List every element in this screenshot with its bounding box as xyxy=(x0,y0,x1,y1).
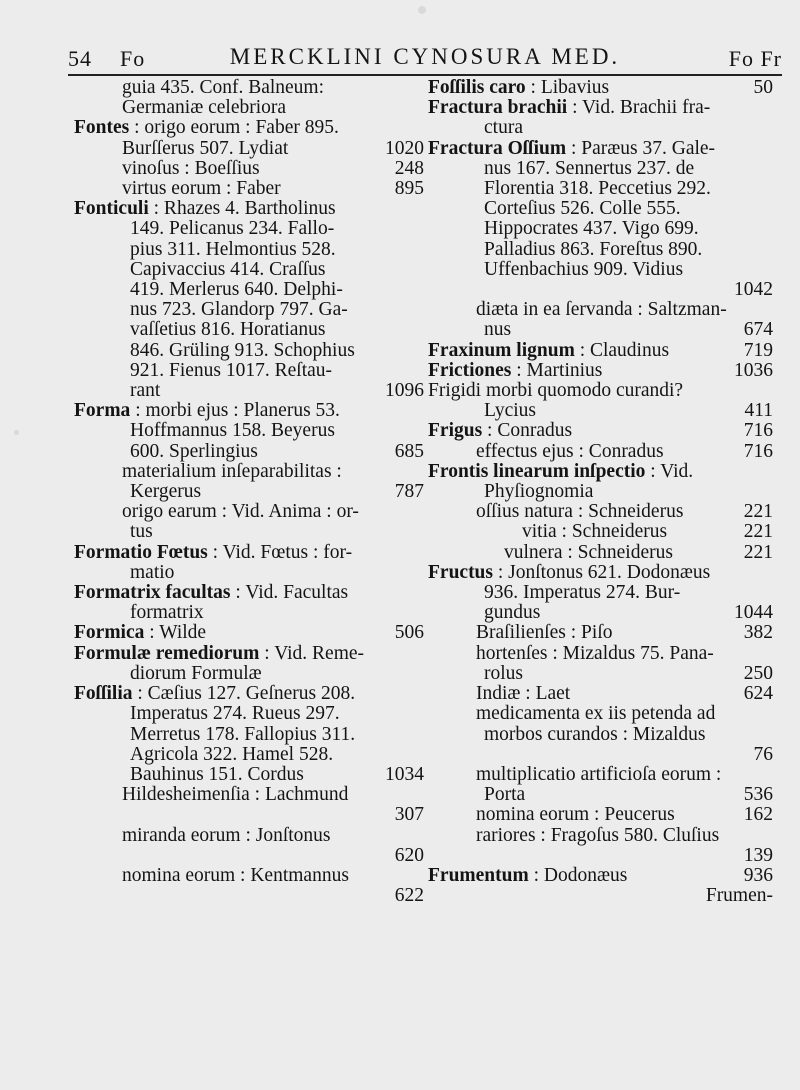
headword: Frictiones xyxy=(428,359,517,381)
entry-line: Fractura Oſſium : Paræus 37. Gale- xyxy=(428,137,716,159)
index-entry-frigidi xyxy=(428,381,773,421)
headword: Formatrix facultas xyxy=(74,582,236,604)
page-reference: 624 xyxy=(743,683,773,705)
page-reference: 685 xyxy=(394,440,424,462)
entry-line: miranda eorum : Jonſtonus xyxy=(122,824,331,846)
page-reference: 719 xyxy=(743,339,773,361)
entry-line: diorum Formulæ xyxy=(130,662,262,684)
entry-line xyxy=(428,522,773,542)
entry-line: medicamenta ex iis petenda ad xyxy=(476,703,716,725)
entry-line xyxy=(428,866,773,886)
catchword: Frumen- xyxy=(705,885,773,907)
entry-line: Forma : morbi ejus : Planerus 53. xyxy=(74,400,340,422)
entry-line: 846. Grüling 913. Schophius xyxy=(130,339,355,361)
entry-line xyxy=(428,623,773,643)
page-number: 54 xyxy=(68,46,92,71)
headword: Frontis linearum inſpectio xyxy=(428,460,651,482)
headword: Frumentum xyxy=(428,864,534,886)
entry-line: Capivaccius 414. Craſſus xyxy=(130,258,326,280)
page-reference: 1020 xyxy=(385,137,424,159)
entry-line xyxy=(428,543,773,563)
entry-text: vulnera : Schneiderus xyxy=(504,541,673,563)
right-guide-word: Fo Fr xyxy=(728,46,782,71)
entry-line xyxy=(428,421,773,441)
page-reference: 1044 xyxy=(734,602,773,624)
entry-line: Agricola 322. Hamel 528. xyxy=(130,743,334,765)
entry-line: Germaniæ celebriora xyxy=(122,97,287,119)
entry-line: 622 xyxy=(394,885,424,907)
entry-line: Uffenbachius 909. Vidius xyxy=(484,258,684,280)
entry-line: Formulæ remediorum : Vid. Reme- xyxy=(74,642,365,664)
headword: Formatio Fœtus xyxy=(74,541,213,563)
page-reference: 50 xyxy=(753,77,773,98)
entry-line: Merretus 178. Fallopius 311. xyxy=(130,723,356,745)
entry-line xyxy=(428,805,773,825)
entry-line: morbos curandos : Mizaldus xyxy=(484,723,706,745)
entry-line: Formatrix facultas : Vid. Facultas xyxy=(74,582,349,604)
entry-text: Frigus : Conradus xyxy=(428,420,573,442)
entry-line: 139 xyxy=(743,844,773,866)
entry-text: vinoſus : Boeſſius xyxy=(122,157,260,179)
left-column xyxy=(74,78,424,906)
entry-text: Burſſerus 507. Lydiat xyxy=(122,137,289,159)
header-rule xyxy=(68,74,782,76)
index-entry-formatrix xyxy=(74,583,424,623)
entry-text: 600. Sperlingius xyxy=(130,440,258,462)
page-reference: 895 xyxy=(394,178,424,200)
ink-speck xyxy=(14,430,19,435)
entry-text: rant xyxy=(130,380,161,402)
entry-line xyxy=(74,139,424,159)
entry-line xyxy=(428,785,773,805)
headword: Fractura brachii xyxy=(428,97,573,119)
entry-line: diæta in ea ſervanda : Saltzman- xyxy=(476,299,727,321)
entry-line xyxy=(74,442,424,462)
entry-line: materialium inſeparabilitas : xyxy=(122,460,342,482)
index-entry-forma xyxy=(74,401,424,542)
entry-line: 1042 xyxy=(734,279,773,301)
entry-line: Palladius 863. Foreſtus 890. xyxy=(484,238,703,260)
entry-line xyxy=(74,381,424,401)
entry-text: effectus ejus : Conradus xyxy=(476,440,664,462)
entry-line: hortenſes : Mizaldus 75. Pana- xyxy=(476,642,714,664)
page-reference: 716 xyxy=(743,440,773,462)
page-reference: 250 xyxy=(743,662,773,684)
page-reference: 1096 xyxy=(385,380,424,402)
entry-line: vaſſetius 816. Horatianus xyxy=(130,319,326,341)
entry-text: nomina eorum : Peucerus xyxy=(476,804,675,826)
entry-line: matio xyxy=(130,561,175,583)
entry-text: virtus eorum : Faber xyxy=(122,178,281,200)
index-entry-formulae xyxy=(74,644,424,684)
headword: Fructus xyxy=(428,561,498,583)
entry-text: Braſilienſes : Piſo xyxy=(476,622,613,644)
index-entry-fraxinum xyxy=(428,341,773,361)
page-reference: 221 xyxy=(743,541,773,563)
page-reference: 382 xyxy=(743,622,773,644)
index-entry-fonticuli xyxy=(74,199,424,401)
entry-text: Foſſilis caro : Libavius xyxy=(428,77,610,98)
index-entry-fossilia xyxy=(74,684,424,906)
entry-line: 419. Merlerus 640. Delphi- xyxy=(130,279,343,301)
entry-text: Bauhinus 151. Cordus xyxy=(130,763,304,785)
entry-line: 76 xyxy=(753,743,773,765)
entry-text: Frictiones : Martinius xyxy=(428,359,603,381)
page-reference: 936 xyxy=(743,864,773,886)
entry-line: 936. Imperatus 274. Bur- xyxy=(484,582,681,604)
entry-text: vitia : Schneiderus xyxy=(522,521,668,543)
headword: Formulæ remediorum xyxy=(74,642,265,664)
entry-line: Foſſilia : Cæſius 127. Geſnerus 208. xyxy=(74,683,356,705)
page-reference: 162 xyxy=(743,804,773,826)
index-entry-frigus xyxy=(428,421,773,461)
index-entry-fontes xyxy=(74,118,424,199)
entry-line: 149. Pelicanus 234. Fallo- xyxy=(130,218,335,240)
page-reference: 716 xyxy=(743,420,773,442)
entry-line: Fractura brachii : Vid. Brachii fra- xyxy=(428,97,711,119)
entry-line: Florentia 318. Peccetius 292. xyxy=(484,178,711,200)
entry-line xyxy=(428,684,773,704)
headword: Formica xyxy=(74,622,150,644)
entry-text: gundus xyxy=(484,602,541,624)
right-column xyxy=(428,78,773,906)
entry-line xyxy=(74,765,424,785)
entry-text: Lycius xyxy=(484,400,536,422)
entry-line: Fructus : Jonſtonus 621. Dodonæus xyxy=(428,561,711,583)
entry-text: nus xyxy=(484,319,512,341)
page-reference: 674 xyxy=(743,319,773,341)
index-entry-fractura-ossium xyxy=(428,139,773,341)
page-reference: 536 xyxy=(743,784,773,806)
entry-line xyxy=(74,482,424,502)
page-reference: 787 xyxy=(394,481,424,503)
entry-text: Indiæ : Laet xyxy=(476,683,571,705)
entry-line: formatrix xyxy=(130,602,204,624)
entry-line: Fontes : origo eorum : Faber 895. xyxy=(74,117,339,139)
page-reference: 1036 xyxy=(734,359,773,381)
entry-line xyxy=(428,401,773,421)
entry-line: rariores : Fragoſus 580. Cluſius xyxy=(476,824,720,846)
index-entry-formatio xyxy=(74,543,424,583)
entry-line: 620 xyxy=(394,844,424,866)
headword: Foſſilia xyxy=(74,683,138,705)
entry-line xyxy=(428,664,773,684)
index-entry-fossilis-caro xyxy=(428,78,773,98)
entry-line xyxy=(428,603,773,623)
headword: Fraxinum lignum xyxy=(428,339,580,361)
running-title: MERCKLINI CYNOSURA MED. xyxy=(229,44,621,69)
entry-line: 307 xyxy=(394,804,424,826)
index-entry-fructus xyxy=(428,563,773,866)
page-header xyxy=(68,40,782,76)
entry-text: Kergerus xyxy=(130,481,202,503)
index-entry-fractura-brachii xyxy=(428,98,773,138)
entry-line xyxy=(74,623,424,643)
entry-line: Frigidi morbi quomodo curandi? xyxy=(428,380,684,402)
left-guide-word: Fo xyxy=(120,46,146,71)
entry-line xyxy=(428,502,773,522)
entry-text: Fraxinum lignum : Claudinus xyxy=(428,339,670,361)
page-reference: 1034 xyxy=(385,763,424,785)
entry-text: Porta xyxy=(484,784,526,806)
entry-line: nomina eorum : Kentmannus xyxy=(122,864,349,886)
entry-line xyxy=(74,179,424,199)
index-entry-frictiones xyxy=(428,361,773,381)
index-entry-frumentum xyxy=(428,866,773,906)
entry-line: Hildesheimenſia : Lachmund xyxy=(122,784,349,806)
entry-line: nus 167. Sennertus 237. de xyxy=(484,157,695,179)
headword: Fonticuli xyxy=(74,198,154,220)
entry-line: Fonticuli : Rhazes 4. Bartholinus xyxy=(74,198,336,220)
entry-line: pius 311. Helmontius 528. xyxy=(130,238,336,260)
entry-text: oſſius natura : Schneiderus xyxy=(476,501,684,523)
entry-line: origo earum : Vid. Anima : or- xyxy=(122,501,359,523)
headword: Forma xyxy=(74,400,136,422)
ink-speck xyxy=(418,6,426,14)
page-reference: 221 xyxy=(743,501,773,523)
entry-line: Formatio Fœtus : Vid. Fœtus : for- xyxy=(74,541,353,563)
entry-text: Formica : Wilde xyxy=(74,622,207,644)
headword: Frigus xyxy=(428,420,488,442)
index-entry-formica xyxy=(74,623,424,643)
entry-line: Frontis linearum inſpectio : Vid. xyxy=(428,460,694,482)
entry-line: Corteſius 526. Colle 555. xyxy=(484,198,681,220)
page-reference: 506 xyxy=(394,622,424,644)
entry-line: Hoffmannus 158. Beyerus xyxy=(130,420,335,442)
entry-line: nus 723. Glandorp 797. Ga- xyxy=(130,299,348,321)
page-reference: 248 xyxy=(394,157,424,179)
entry-line: 921. Fienus 1017. Reſtau- xyxy=(130,359,333,381)
entry-line: ctura xyxy=(484,117,523,139)
entry-line: tus xyxy=(130,521,153,543)
entry-line: Hippocrates 437. Vigo 699. xyxy=(484,218,699,240)
entry-line xyxy=(428,341,773,361)
entry-text: rolus xyxy=(484,662,523,684)
entry-line xyxy=(428,361,773,381)
entry-line: Phyſiognomia xyxy=(484,481,594,503)
headword: Foſſilis caro xyxy=(428,77,531,98)
entry-line xyxy=(428,442,773,462)
index-entry xyxy=(74,78,424,118)
index-entry-frontis xyxy=(428,462,773,563)
entry-text: Frumentum : Dodonæus xyxy=(428,864,628,886)
headword: Fractura Oſſium xyxy=(428,137,571,159)
entry-line xyxy=(428,78,773,98)
page-reference: 221 xyxy=(743,521,773,543)
entry-line: guia 435. Conf. Balneum: xyxy=(122,77,325,98)
page-reference: 411 xyxy=(744,400,773,422)
entry-line: multiplicatio artificioſa eorum : xyxy=(476,763,722,785)
entry-line xyxy=(428,320,773,340)
headword: Fontes xyxy=(74,117,135,139)
entry-line xyxy=(74,159,424,179)
entry-line: Imperatus 274. Rueus 297. xyxy=(130,703,340,725)
